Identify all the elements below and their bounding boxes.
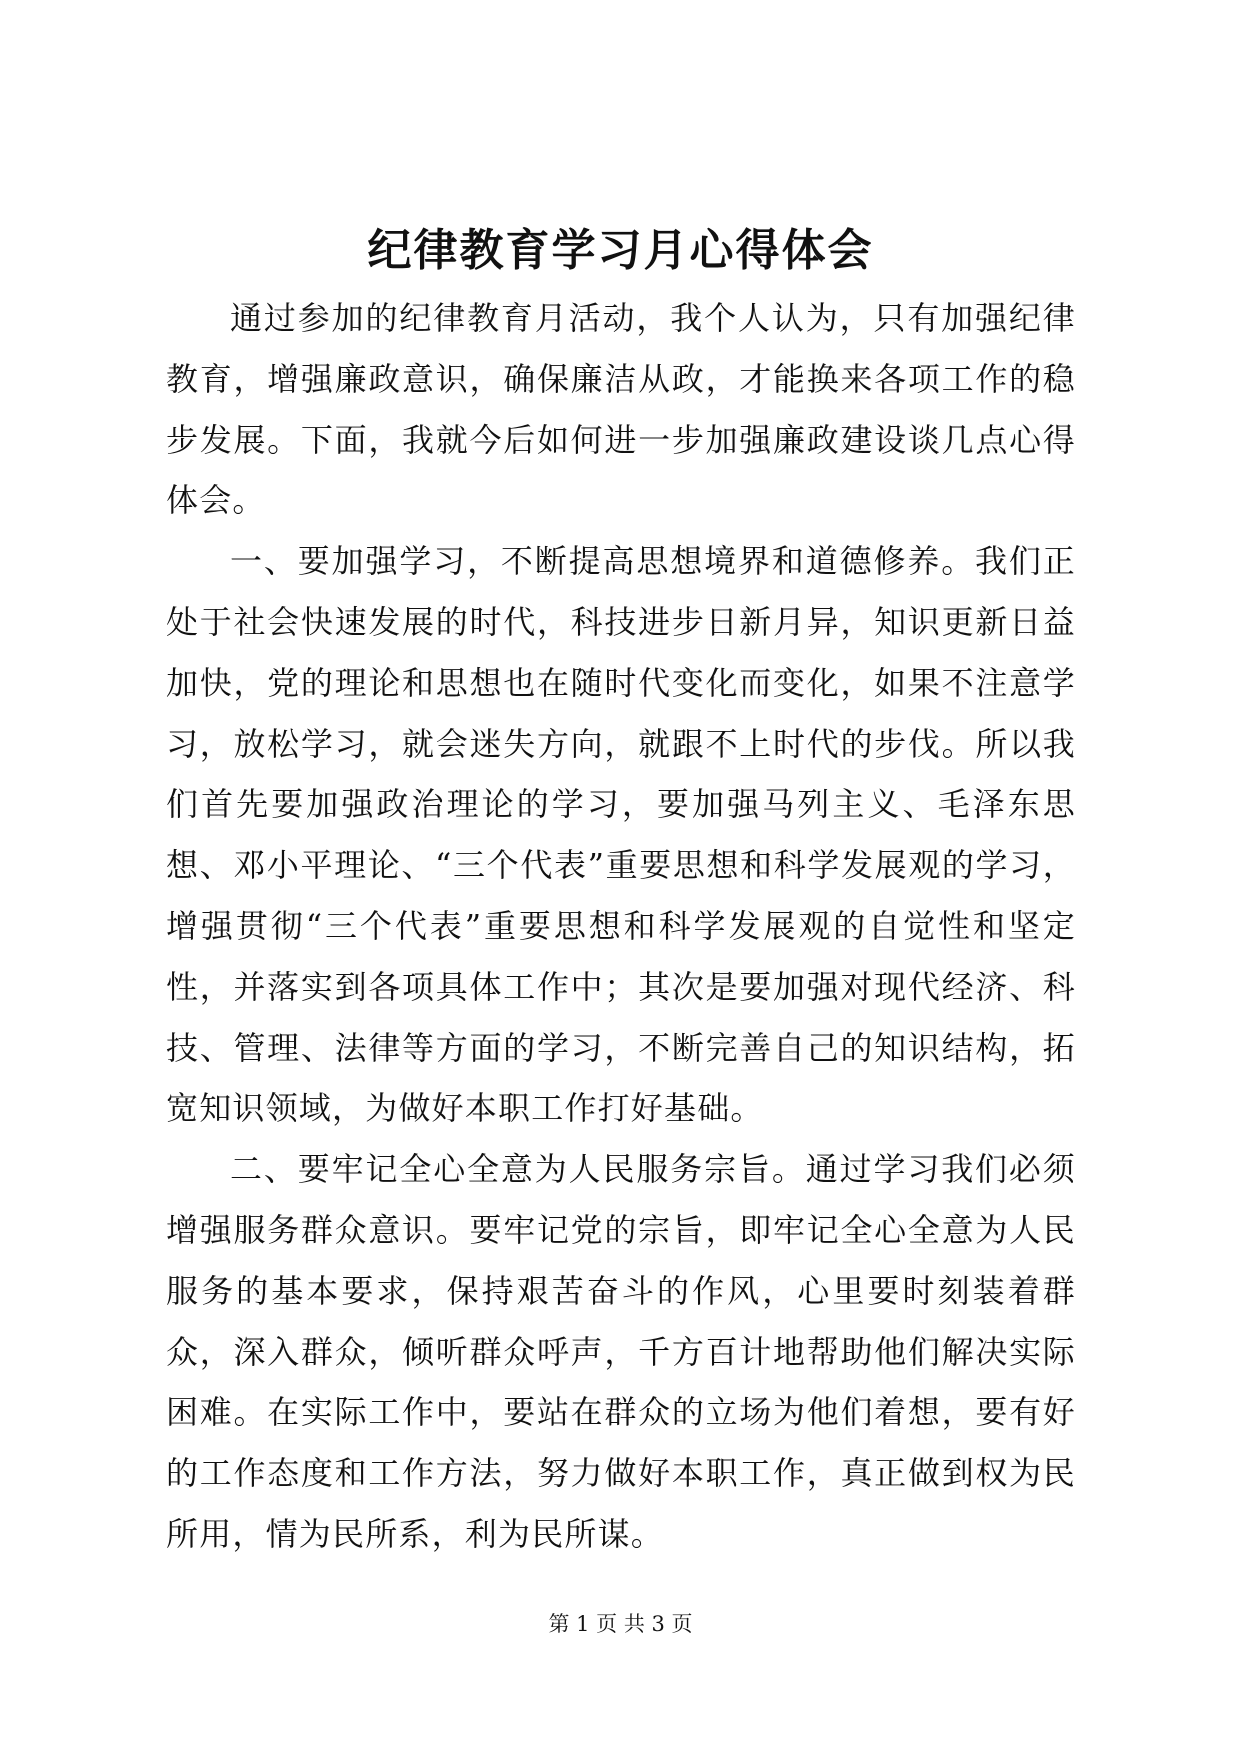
document-body — [166, 288, 1076, 1565]
document-title: 纪律教育学习月心得体会 — [367, 225, 874, 276]
page-number-footer: 第 1 页 共 3 页 — [548, 1612, 693, 1636]
paragraph-section-two: 二、要牢记全心全意为人民服务宗旨。通过学习我们必须增强服务群众意识。要牢记党的宗旨，即牢记全心全意为人民服务的基本要求，保持艰苦奋斗的作风，心里要时刻装着群众，深入群众，倾听群众呼声，千方百计地帮助他们解决实际困难。在实际工作中，要站在群众的立场为他们着想，要有好的工作态度和工作方法，努力做好本职工作，真正做到权为民所用，情为民所系，利为民所谋。 — [166, 1150, 1076, 1553]
paragraph-intro: 通过参加的纪律教育月活动，我个人认为，只有加强纪律教育，增强廉政意识，确保廉洁从政，才能换来各项工作的稳步发展。下面，我就今后如何进一步加强廉政建设谈几点心得体会。 — [166, 299, 1076, 520]
paragraph-section-one: 一、要加强学习，不断提高思想境界和道德修养。我们正处于社会快速发展的时代，科技进步日新月异，知识更新日益加快，党的理论和思想也在随时代变化而变化，如果不注意学习，放松学习，就会迷失方向，就跟不上时代的步伐。所以我们首先要加强政治理论的学习，要加强马列主义、毛泽东思想、邓小平理论、“三个代表”重要思想和科学发展观的学习，增强贯彻“三个代表”重要思想和科学发展观的自觉性和坚定性，并落实到各项具体工作中；其次是要加强对现代经济、科技、管理、法律等方面的学习，不断完善自己的知识结构，拓宽知识领域，为做好本职工作打好基础。 — [166, 542, 1076, 1128]
